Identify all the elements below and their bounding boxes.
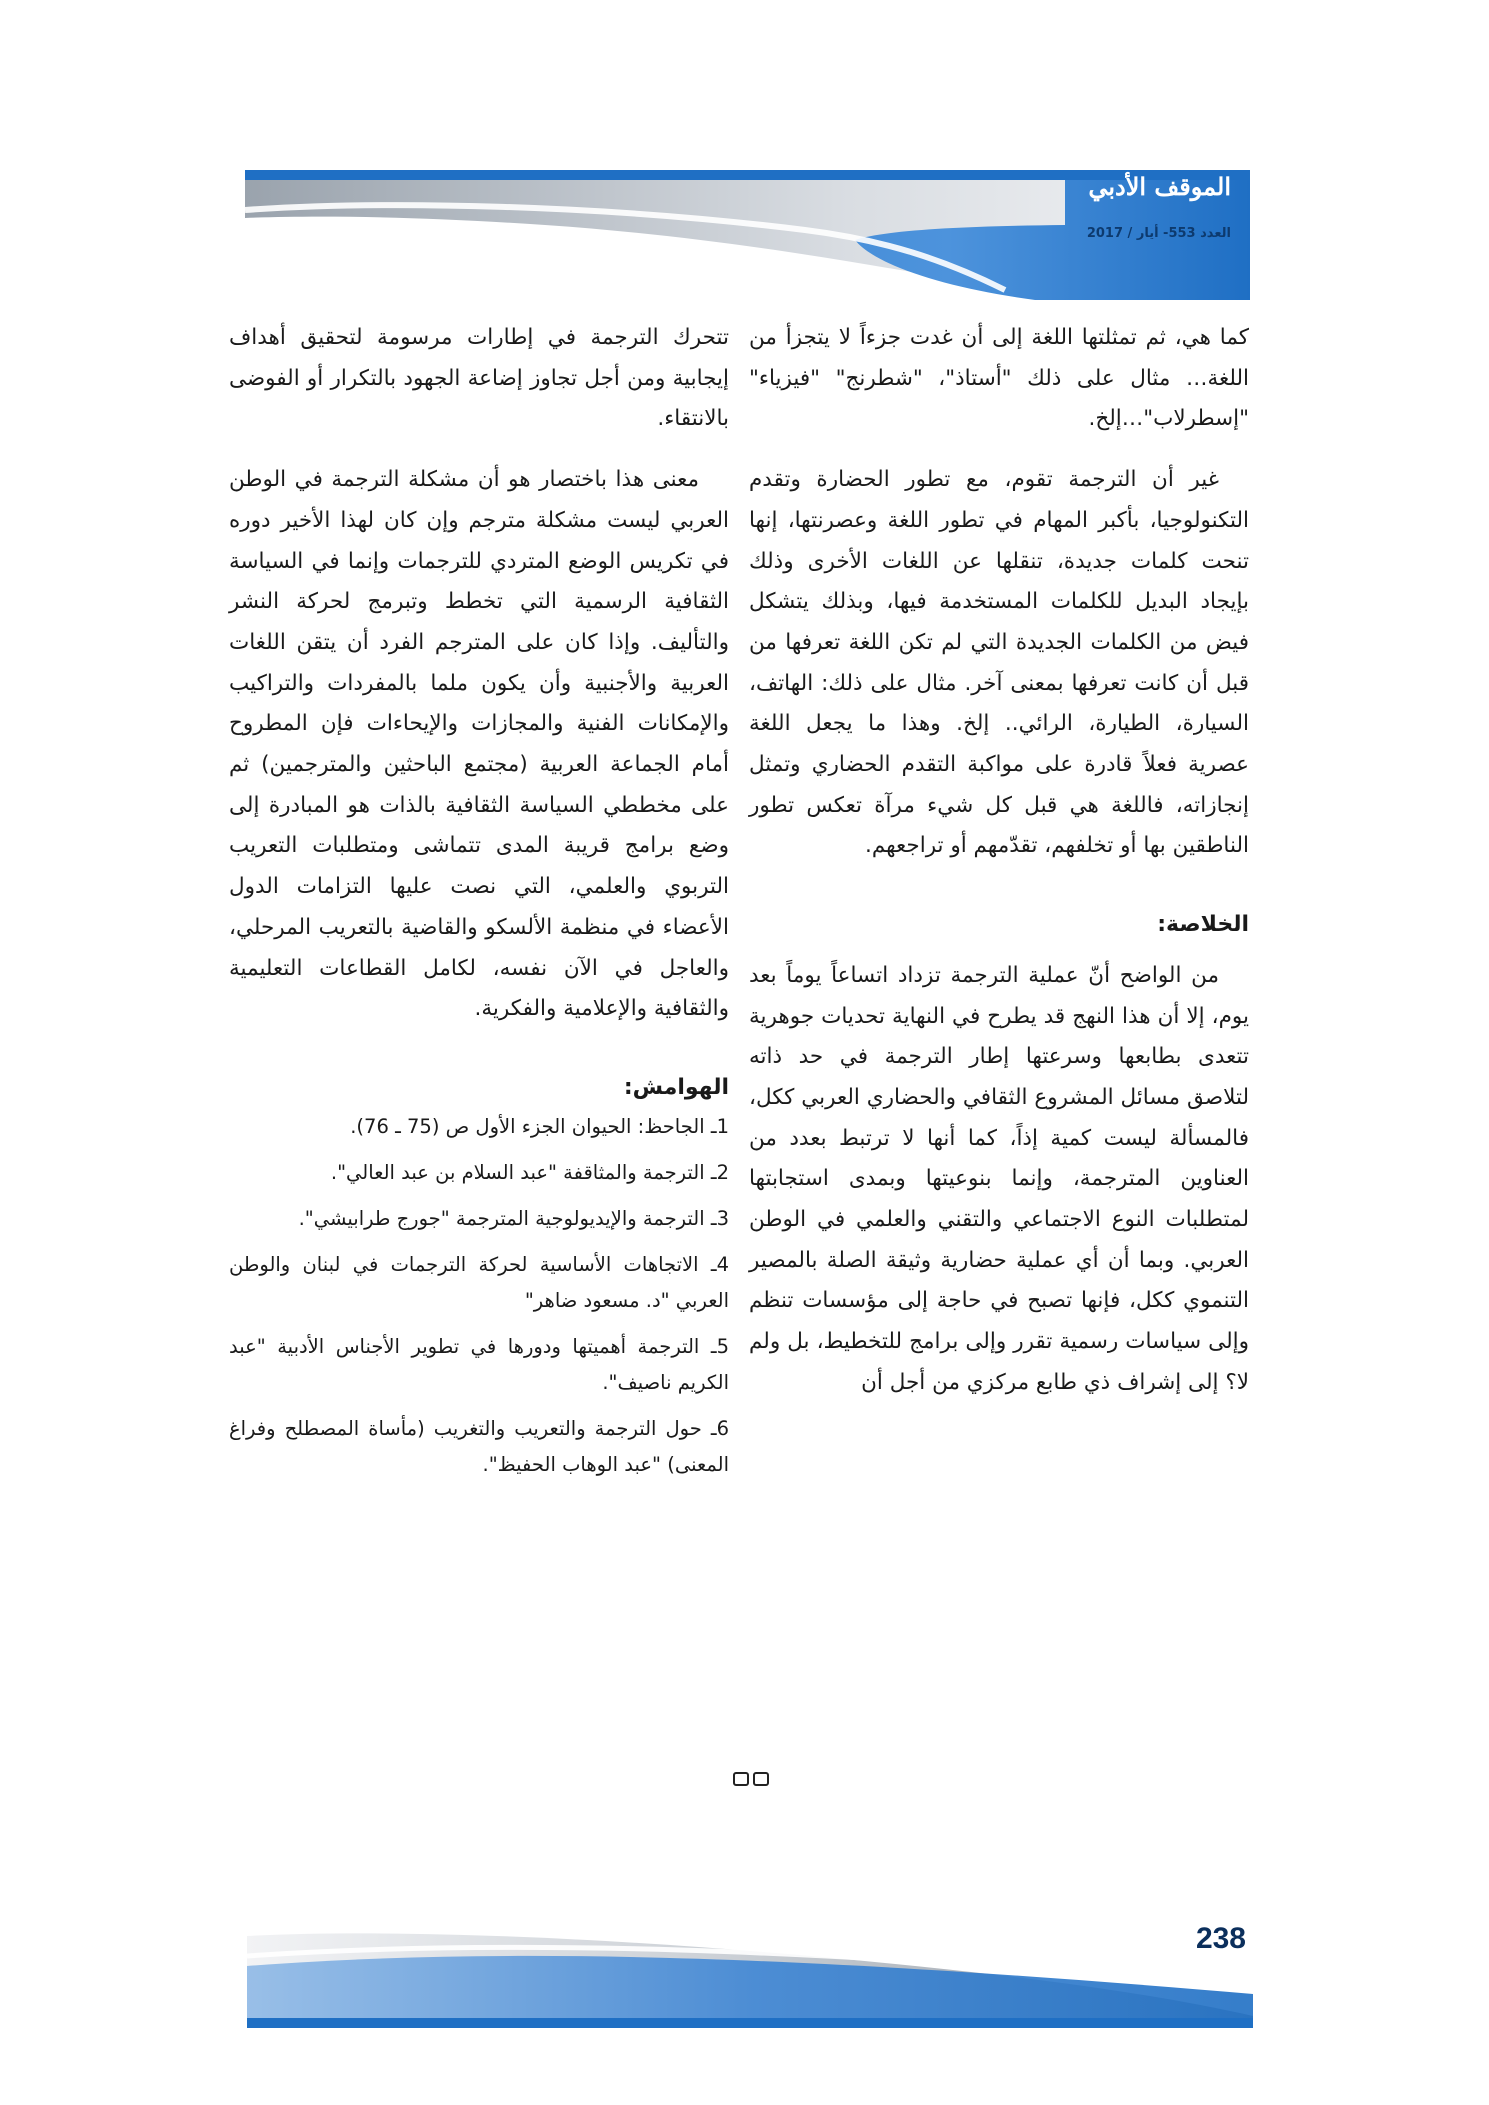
footnote-item: 4ـ الاتجاهات الأساسية لحركة الترجمات في لبنان والوطن العربي "د. مسعود ضاهر" <box>229 1252 729 1312</box>
end-of-article-icon <box>727 1772 769 1790</box>
footnote-item: 5ـ الترجمة أهميتها ودورها في تطوير الأجناس الأدبية "عبد الكريم ناصيف". <box>229 1334 729 1394</box>
paragraph: غير أن الترجمة تقوم، مع تطور الحضارة وتقدم التكنولوجيا، بأكبر المهام في تطور اللغة وعصرنتها، إنها تنحت كلمات جديدة، تنقلها عن اللغات الأخرى وذلك بإيجاد البديل للكلمات المستخدمة فيها، وبذلك يتشكل فيض من الكلمات الجديدة التي لم تكن اللغة تعرفها من قبل أن كانت تعرفها بمعنى آخر. مثال على ذلك: الهاتف، السيارة، الطيارة، الرائي.. إلخ. وهذا ما يجعل اللغة عصرية فعلاً قادرة على مواكبة التقدم الحضاري وتمثل إنجازاته، فاللغة هي قبل كل شيء مرآة تعكس تطور الناطقين بها أو تخلفهم، تقدّمهم أو تراجعهم. <box>749 467 1249 859</box>
footnote-item: 6ـ حول الترجمة والتعريب والتغريب (مأساة المصطلح وفراغ المعنى) "عبد الوهاب الحفيظ". <box>229 1416 729 1476</box>
footnote-item: 3ـ الترجمة والإيديولوجية المترجمة "جورج طرابيشي". <box>298 1206 729 1230</box>
square-icon <box>753 1772 769 1786</box>
footnote-item: 1ـ الجاحظ: الحيوان الجزء الأول ص (75 ـ 76). <box>350 1114 729 1138</box>
section-heading-conclusion: الخلاصة: <box>1157 912 1249 938</box>
footnote-item: 2ـ الترجمة والمثاقفة "عبد السلام بن عبد العالي". <box>330 1160 729 1184</box>
section-heading-footnotes: الهوامش: <box>623 1074 729 1100</box>
paragraph: من الواضح أنّ عملية الترجمة تزداد اتساعاً يوماً بعد يوم، إلا أن هذا النهج قد يطرح في النهاية تحديات جوهرية تتعدى بطابعها وسرعتها إطار الترجمة في حد ذاته لتلاصق مسائل المشروع الثقافي والحضاري العربي ككل، فالمسألة ليست كمية إذاً، كما أنها لا ترتبط بعدد من العناوين المترجمة، وإنما بنوعيتها وبمدى استجابتها لمتطلبات النوع الاجتماعي والتقني والعلمي في الوطن العربي. وبما أن أي عملية حضارية وثيقة الصلة بالمصير التنموي ككل، فإنها تصبح في حاجة إلى مؤسسات تنظم وإلى سياسات رسمية تقرر وإلى برامج للتخطيط، بل ولم لا؟ إلى إشراف ذي طابع مركزي من أجل أن <box>749 962 1249 1395</box>
magazine-logo: الموقف الأدبي <box>1088 172 1231 201</box>
footer-band <box>247 1906 1253 2028</box>
issue-label: العدد 553- أيار / 2017 <box>1086 226 1231 241</box>
left-column <box>229 318 729 1493</box>
paragraph: معنى هذا باختصار هو أن مشكلة الترجمة في الوطن العربي ليست مشكلة مترجم وإن كان لهذا الأخير دوره في تكريس الوضع المتردي للترجمات وإنما في السياسة الثقافية الرسمية التي تخطط وتبرمج لحركة النشر والتأليف. وإذا كان على المترجم الفرد أن يتقن اللغات العربية والأجنبية وأن يكون ملما بالمفردات والتراكيب والإمكانات الفنية والمجازات والإيحاءات فإن المطروح أمام الجماعة العربية (مجتمع الباحثين والمترجمين) ثم على مخططي السياسة الثقافية بالذات هو المبادرة إلى وضع برامج قريبة المدى تتماشى ومتطلبات التعريب التربوي والعلمي، التي نصت عليها التزامات الدول الأعضاء في منظمة الألسكو والقاضية بالتعريب المرحلي، والعاجل في الآن نفسه، لكامل القطاعات التعليمية والثقافية والإعلامية والفكرية. <box>229 467 729 1022</box>
paragraph: تتحرك الترجمة في إطارات مرسومة لتحقيق أهداف إيجابية ومن أجل تجاوز إضاعة الجهود بالتكرار أو الفوضى بالانتقاء. <box>229 325 729 432</box>
paragraph: كما هي، ثم تمثلتها اللغة إلى أن غدت جزءاً لا يتجزأ من اللغة… مثال على ذلك "أستاذ"، "شطرنج" "فيزياء" "إسطرلاب"…إلخ. <box>749 325 1249 432</box>
footer-wave-graphic <box>247 1906 1253 2028</box>
right-column <box>749 318 1249 1404</box>
page-number: 238 <box>1195 1922 1246 1955</box>
footnotes-list <box>229 1109 729 1483</box>
square-icon <box>733 1772 749 1786</box>
